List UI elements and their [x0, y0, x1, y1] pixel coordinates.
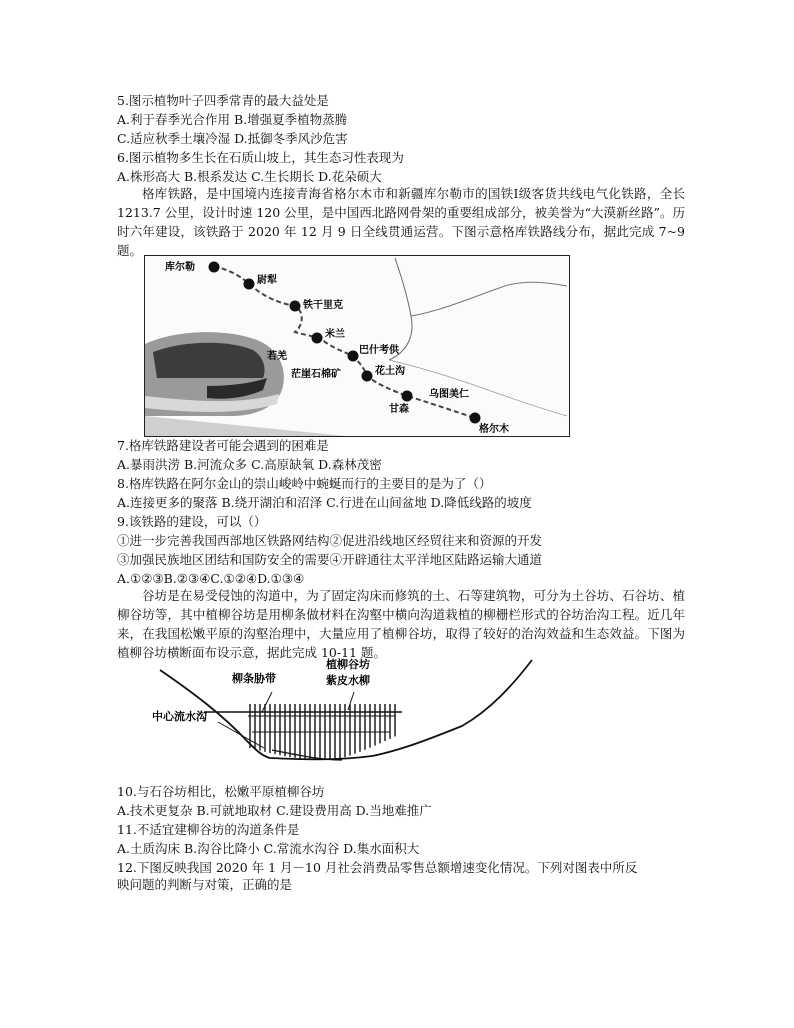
- q12-stem-line1: 12.下图反映我国 2020 年 1 月－10 月社会消费品零售总额增速变化情况。下列对图表中所反: [117, 860, 638, 875]
- station-dot: [470, 413, 481, 424]
- q7-stem: 7.格库铁路建设者可能会遇到的困难是: [117, 438, 329, 453]
- q7-options: A.暴雨洪涝 B.河流众多 C.高原缺氧 D.森林茂密: [117, 457, 382, 472]
- station-dot: [362, 371, 373, 382]
- station-label: 巴什考供: [359, 345, 399, 356]
- station-label: 茫崖石棉矿: [291, 369, 341, 380]
- q9-stem: 9.该铁路的建设，可以（）: [117, 514, 267, 529]
- q6-options: A.株形高大 B.根系发达 C.生长期长 D.花朵硕大: [117, 169, 382, 184]
- station-label: 库尔勒: [165, 262, 195, 273]
- q10-options: A.技术更复杂 B.可就地取材 C.建设费用高 D.当地难推广: [117, 803, 432, 818]
- station-dot: [209, 262, 220, 273]
- q5-stem: 5.图示植物叶子四季常青的最大益处是: [117, 93, 329, 108]
- station-label: 铁干里克: [303, 300, 343, 311]
- central-channel-label: 中心流水沟: [152, 710, 207, 723]
- station-dot: [312, 333, 323, 344]
- station-label: 乌图美仁: [429, 389, 469, 400]
- q8-options: A.连接更多的聚落 B.绕开湖泊和沼泽 C.行进在山间盆地 D.降低线路的坡度: [117, 495, 532, 510]
- station-label: 花土沟: [375, 366, 405, 377]
- check-dam-diagram-figure: [152, 652, 582, 774]
- passage-railway: 格库铁路，是中国境内连接青海省格尔木市和新疆库尔勒市的国铁Ⅰ级客货共线电气化铁路，全长 1213.7 公里，设计时速 120 公里，是中国西北路网骨架的重要组成部分，被美誉为“大漠新丝路”。历时六年建设，该铁路于 2020 年 12 月 9 日全线贯通运营。下图示意格库铁路线分布，据此完成 7~9 题。: [117, 186, 685, 258]
- check-dam-cross-section: [152, 652, 582, 774]
- station-label: 米兰: [325, 329, 345, 340]
- q12-stem-line2: 映问题的判断与对策，正确的是: [117, 877, 293, 892]
- passage-check-dam: 谷坊是在易受侵蚀的沟道中，为了固定沟床而修筑的土、石等建筑物，可分为土谷坊、石谷坊、植柳谷坊等，其中植柳谷坊是用柳条做材料在沟壑中横向沟道栽植的柳栅栏形式的谷坊治沟工程。近几年来，在我国松嫩平原的沟壑治理中，大量应用了植柳谷坊，取得了较好的治沟效益和生态效益。下图为植柳谷坊横断面布设示意，据此完成 10-11 题。: [117, 588, 685, 660]
- station-dot: [244, 279, 255, 290]
- q8-stem: 8.格库铁路在阿尔金山的崇山峻岭中蜿蜒而行的主要目的是为了（）: [117, 476, 492, 491]
- willow-band-label: 柳条胁带: [232, 672, 276, 685]
- q9-options: A.①②③B.②③④C.①②④D.①③④: [117, 571, 305, 586]
- q5-options-ab: A.利于春季光合作用 B.增强夏季植物蒸腾: [117, 112, 348, 127]
- station-label: 若羌: [267, 351, 287, 362]
- railway-map: [145, 256, 569, 436]
- station-label: 甘森: [389, 404, 409, 415]
- q9-item-1: ①进一步完善我国西部地区铁路网结构②促进沿线地区经贸往来和资源的开发: [117, 533, 543, 548]
- q6-stem: 6.图示植物多生长在石质山坡上，其生态习性表现为: [117, 150, 404, 165]
- station-dot: [348, 351, 359, 362]
- station-label: 格尔木: [479, 424, 509, 435]
- q10-stem: 10.与石谷坊相比，松嫩平原植柳谷坊: [117, 784, 325, 799]
- station-dot: [402, 391, 413, 402]
- q5-options-cd: C.适应秋季土壤冷湿 D.抵御冬季风沙危害: [117, 131, 348, 146]
- q11-options: A.土质沟床 B.沟谷比降小 C.常流水沟谷 D.集水面积大: [117, 841, 420, 856]
- q11-stem: 11.不适宜建柳谷坊的沟道条件是: [117, 822, 300, 837]
- q9-item-2: ③加强民族地区团结和国防安全的需要④开辟通往太平洋地区陆路运输大通道: [117, 552, 543, 567]
- purple-willow-label: 紫皮水柳: [326, 674, 370, 687]
- check-dam-label: 植柳谷坊: [326, 658, 370, 671]
- station-dot: [290, 301, 301, 312]
- station-label: 尉犁: [257, 275, 277, 286]
- railway-map-figure: [144, 255, 570, 437]
